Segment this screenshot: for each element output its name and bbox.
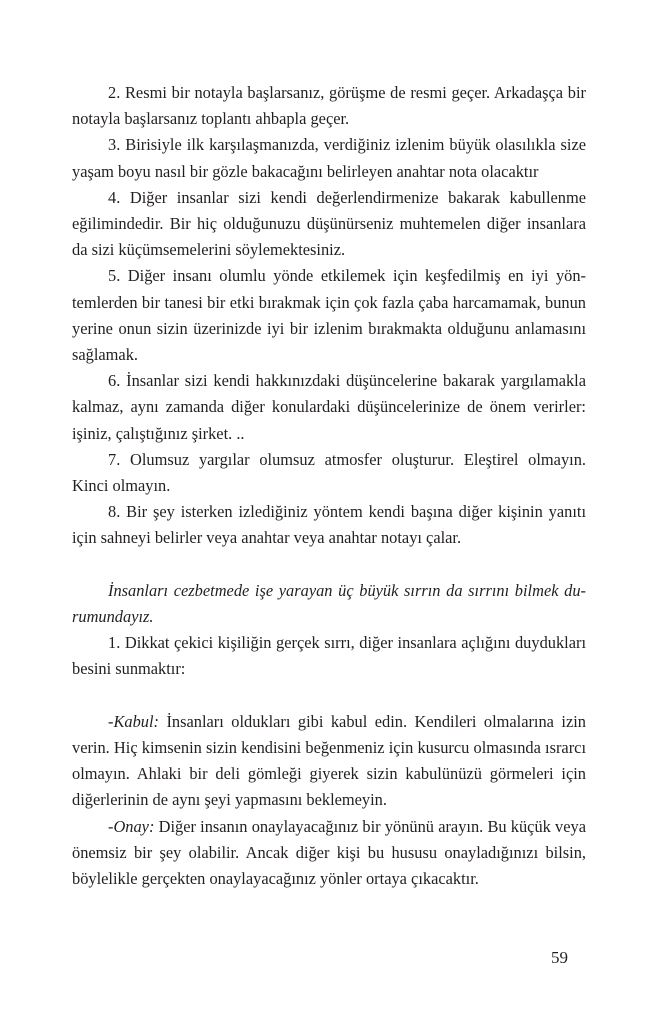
onay-label: -Onay: (108, 816, 155, 836)
kabul-text: İnsanları oldukları gibi kabul edin. Kendileri olmalarına izin verin. Hiç kimsenin sizin kendisini beğenmeniz için kusurcu olmasında ısrarcı olmayın. Ahlaki bir deli gömleği giyerek sizin kabulünüzü görmeleri için diğerlerinin de aynı şeyi yapmasını beklemeyin. (72, 711, 586, 810)
kabul-label: -Kabul: (108, 711, 159, 731)
kabul-paragraph (72, 709, 586, 814)
onay-text: Diğer insanın onaylayacağınız bir yönünü arayın. Bu küçük veya önemsiz bir şey olabilir. Ancak diğer kişi bu hususu onayladığınızı bilsin, böylelikle gerçekten onaylayacağınız yönler ortaya çıkacaktır. (72, 816, 586, 889)
onay-paragraph (72, 814, 586, 893)
list-item-3: 3. Birisiyle ilk karşılaşmanızda, verdiğiniz izlenim büyük olasılıkla size yaşam boyu nasıl bir gözle bakacağını belirleyen anahtar nota olacaktır (72, 135, 586, 181)
list-item-5: 5. Diğer insanı olumlu yönde etkilemek için keşfedilmiş en iyi yöntemlerden bir tanesi bir etki bırakmak için çok fazla çaba harcamamak, bunun yerine onun sizin üzerinizde iyi bir izlenim bırakmakta olduğunu anlamasını sağlamak. (72, 266, 586, 365)
section-intro: İnsanları cezbetmede işe yarayan üç büyük sırrın da sırrını bilmek durumundayız. (72, 580, 586, 627)
list-item-7: 7. Olumsuz yargılar olumsuz atmosfer oluşturur. Eleştirel olmayın. Kinci olmayın. (72, 449, 586, 496)
page-body (72, 80, 586, 892)
list-item-8: 8. Bir şey isterken izlediğiniz yöntem kendi başına diğer kişinin yanıtı için sahneyi belirler veya anahtar veya anahtar notayı çalar. (72, 502, 586, 548)
secret-one-paragraph: 1. Dikkat çekici kişiliğin gerçek sırrı, diğer insanlara açlığını duydukları besini sunmaktır: (72, 633, 586, 679)
list-item-6: 6. İnsanlar sizi kendi hakkınızdaki düşüncelerine bakarak yargılamakla kalmaz, aynı zamanda diğer konulardaki düşüncelerinize de önem verirler: işiniz, çalıştığınız şirket. .. (72, 371, 586, 443)
list-item-2: 2. Resmi bir notayla başlarsanız, görüşme de resmi geçer. Arkadaşça bir notayla başlarsanız toplantı ahbapla geçer. (72, 83, 586, 129)
page-number: 59 (551, 948, 568, 967)
list-item-4: 4. Diğer insanlar sizi kendi değerlendirmenize bakarak kabullenme eğilimindedir. Bir hiç olduğunuzu düşünürseniz muhtemelen diğer insanlara da sizi küçümsemelerini söylemektesiniz. (72, 187, 586, 260)
